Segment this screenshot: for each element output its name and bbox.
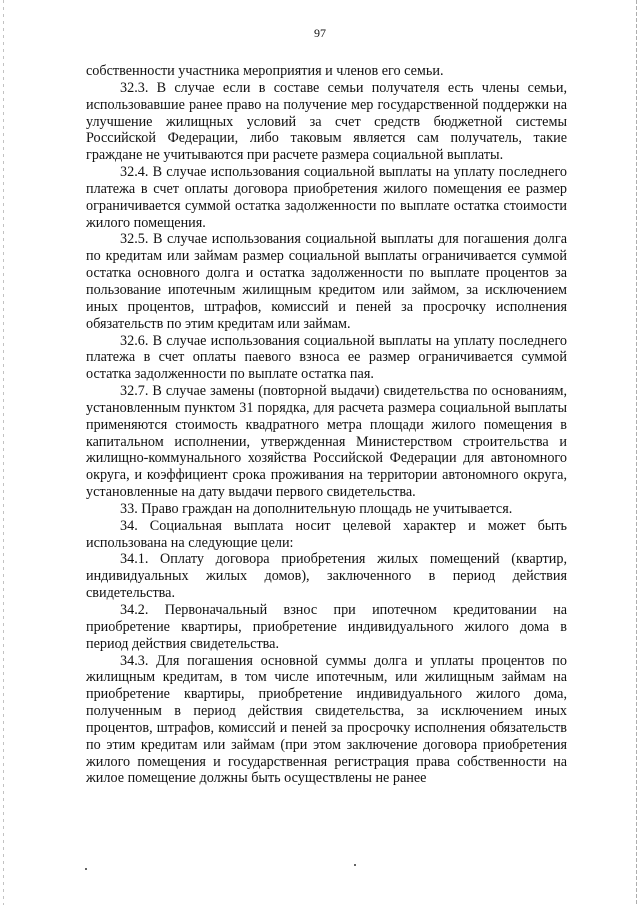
scan-edge-left: [3, 0, 4, 905]
paragraph-continuation: собственности участника мероприятия и членов его семьи.: [86, 63, 444, 79]
scan-edge-right: [636, 0, 637, 905]
paragraph-34: 34. Социальная выплата носит целевой характер и может быть использована на следующие цели:: [86, 517, 567, 551]
scan-speck-left: [85, 868, 87, 870]
paragraph-32-3: 32.3. В случае если в составе семьи получателя есть члены семьи, использовавшие ранее право на получение мер государственной поддержки на улучшение жилищных условий за счет средств бюджетной системы Российской Федерации, либо таковым является сам получатель, такие граждане не учитываются при расчете размера социальной выплаты.: [86, 79, 567, 164]
paragraph-32-7: 32.7. В случае замены (повторной выдачи) свидетельства по основаниям, установленным пунктом 31 порядка, для расчета размера социальной выплаты применяются стоимость квадратного метра площади жилого помещения в капитальном исполнении, утвержденная Министерством строительства и жилищно-коммунального хозяйства Российской Федерации для автономного округа, и коэффициент срока проживания на территории автономного округа, установленные на дату выдачи первого свидетельства.: [86, 383, 567, 501]
paragraph-33: 33. Право граждан на дополнительную площадь не учитывается.: [120, 500, 513, 517]
paragraph-34-1: 34.1. Оплату договора приобретения жилых помещений (квартир, индивидуальных жилых домов), заключенного в период действия свидетельства.: [86, 551, 567, 602]
document-body: [86, 63, 567, 787]
paragraph-32-4: 32.4. В случае использования социальной выплаты на уплату последнего платежа в счет оплаты договора приобретения жилого помещения ее размер ограничивается суммой остатка задолженности по выплате остатка стоимости жилого помещения.: [86, 164, 567, 231]
paragraph-32-5: 32.5. В случае использования социальной выплаты для погашения долга по кредитам или займам размер социальной выплаты ограничивается суммой остатка основного долга и остатка задолженности по выплате процентов за пользование ипотечным жилищным кредитом или займом, за исключением иных процентов, штрафов, комиссий и пеней за просрочку исполнения обязательств по этим кредитам или займам.: [86, 231, 567, 332]
scan-speck-center: [354, 864, 356, 866]
paragraph-32-6: 32.6. В случае использования социальной выплаты на уплату последнего платежа в счет оплаты паевого взноса ее размер ограничивается суммой остатка задолженности по выплате остатка пая.: [86, 332, 567, 383]
paragraph-34-2: 34.2. Первоначальный взнос при ипотечном кредитовании на приобретение квартиры, приобретение индивидуального жилого дома в период действия свидетельства.: [86, 602, 567, 652]
paragraph-34-3: 34.3. Для погашения основной суммы долга и уплаты процентов по жилищным кредитам, в том числе ипотечным, или жилищным займам на приобретение квартиры, приобретение индивидуального жилого дома, полученным в период действия свидетельства, за исключением иных процентов, штрафов, комиссий и пеней за просрочку исполнения обязательств по этим кредитам или займам (при этом заключение договора приобретения жилого помещения и государственная регистрация права собственности на жилое помещение должны быть осуществлены не ранее: [86, 652, 567, 787]
page-number: 97: [314, 26, 326, 40]
